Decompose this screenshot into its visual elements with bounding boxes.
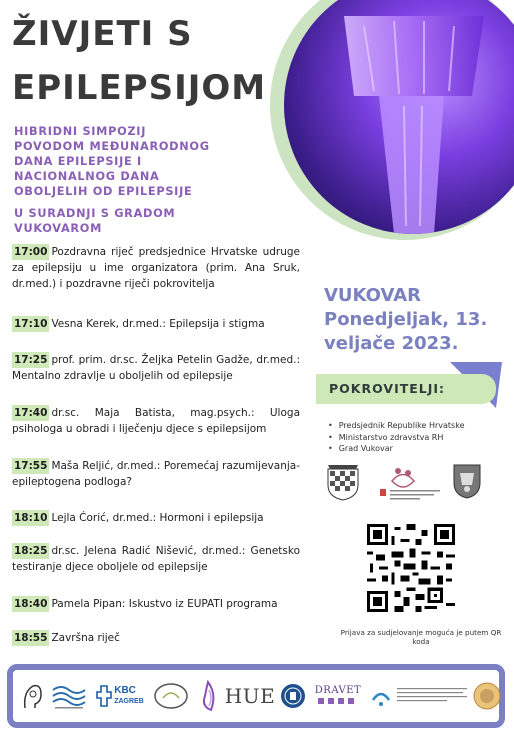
- schedule-item: [12, 405, 300, 437]
- event-city: VUKOVAR: [324, 285, 422, 306]
- subtitle-line: POVODOM MEĐUNARODNOG: [14, 140, 210, 153]
- collaboration-note: [14, 206, 259, 236]
- event-date-line: Ponedjeljak, 13.: [324, 309, 488, 330]
- schedule-time: 17:25: [14, 354, 48, 366]
- schedule-item: [12, 630, 300, 646]
- kbc-cross-icon: [96, 684, 112, 708]
- sponsor-item: • Grad Vukovar: [328, 443, 465, 455]
- schedule-time: 18:40: [14, 598, 48, 610]
- schedule-item: [12, 352, 300, 384]
- partner-oval-logo-icon: [153, 680, 189, 712]
- subtitle-line: NACIONALNOG DANA: [14, 170, 160, 183]
- event-date-line: veljače 2023.: [324, 333, 459, 354]
- collab-line: VUKOVAROM: [14, 222, 103, 235]
- schedule-time: 17:55: [14, 460, 48, 472]
- schedule-text: Pozdravna riječ predsjednice Hrvatske udruge za epilepsiju u ime organizatora (prim. Ana Sruk, dr.med.) i pozdravne riječi pokrovitelja: [12, 246, 300, 290]
- schedule-text: Pamela Pipan: Iskustvo iz EUPATI programa: [51, 598, 278, 610]
- vukovar-crest-icon: [452, 463, 482, 499]
- registration-note: Prijava za sudjelovanje moguća je putem QR koda: [340, 628, 502, 646]
- schedule-time: 18:55: [14, 632, 48, 644]
- ministry-of-health-logo-icon: [378, 463, 448, 503]
- schedule-item: [12, 543, 300, 575]
- title-line-2: EPILEPSIJOM: [12, 68, 267, 108]
- schedule-text: Maša Reljić, dr.med.: Poremećaj razumijevanja- epileptogena podloga?: [12, 460, 300, 488]
- partner-seal-logo-icon: [279, 680, 307, 712]
- schedule-text: dr.sc. Jelena Radić Nišević, dr.med.: Genetsko testiranje djece oboljele od epilepsije: [12, 545, 300, 573]
- schedule-item: [12, 316, 300, 332]
- partner-head-logo-icon: [21, 680, 43, 712]
- partner-epi-logo-icon: [369, 680, 393, 712]
- partner-text-logo-icon: [397, 680, 471, 712]
- partner-waves-logo-icon: [51, 680, 89, 712]
- dravet-label: DRAVET: [314, 684, 362, 696]
- subtitle-line: HIBRIDNI SIMPOZIJ: [14, 125, 147, 138]
- sponsor-label: POKROVITELJI:: [329, 381, 446, 396]
- schedule-item: [12, 510, 300, 526]
- title-line-1: ŽIVJETI S: [12, 14, 193, 54]
- dravet-hearts-icon: [316, 696, 360, 708]
- sponsor-list: [328, 420, 465, 455]
- schedule-time: 17:10: [14, 318, 48, 330]
- schedule-text: Lejla Ćorić, dr.med.: Hormoni i epilepsija: [51, 512, 264, 524]
- schedule-item: [12, 596, 300, 612]
- subtitle-line: OBOLJELIH OD EPILEPSIJE: [14, 185, 193, 198]
- schedule-text: dr.sc. Maja Batista, mag.psych.: Uloga psihologa u obradi i liječenju djece s epilepsijom: [12, 407, 300, 435]
- schedule-time: 18:10: [14, 512, 48, 524]
- croatia-president-crest-icon: [326, 463, 360, 501]
- schedule-text: prof. prim. dr.sc. Željka Petelin Gadže, dr.med.: Mentalno zdravlje u oboljelih od epilepsije: [12, 354, 300, 382]
- kbc-sublabel: ZAGREB: [114, 698, 144, 705]
- schedule-text: Završna riječ: [51, 632, 120, 644]
- sponsor-item: • Predsjednik Republike Hrvatske: [328, 420, 465, 432]
- schedule-item: [12, 458, 300, 490]
- kbc-zagreb-logo: [95, 680, 145, 712]
- partner-round-logo-icon: [473, 680, 501, 712]
- partner-flame-logo-icon: [197, 680, 219, 712]
- partner-logos-bar: [7, 664, 505, 728]
- schedule-time: 17:00: [14, 246, 48, 258]
- schedule-time: 17:40: [14, 407, 48, 419]
- schedule-item: [12, 244, 300, 292]
- subtitle: [14, 124, 259, 199]
- hue-logo: HUE: [224, 684, 276, 708]
- subtitle-line: DANA EPILEPSIJE I: [14, 155, 142, 168]
- schedule-time: 18:25: [14, 545, 48, 557]
- event-info: [324, 284, 514, 356]
- collab-line: U SURADNJI S GRADOM: [14, 207, 176, 220]
- registration-qr-code[interactable]: [367, 524, 455, 612]
- dravet-syndrome-logo: [313, 680, 363, 712]
- kbc-label: KBC: [114, 685, 136, 696]
- sponsor-item: • Ministarstvo zdravstva RH: [328, 432, 465, 444]
- schedule-text: Vesna Kerek, dr.med.: Epilepsija i stigma: [51, 318, 265, 330]
